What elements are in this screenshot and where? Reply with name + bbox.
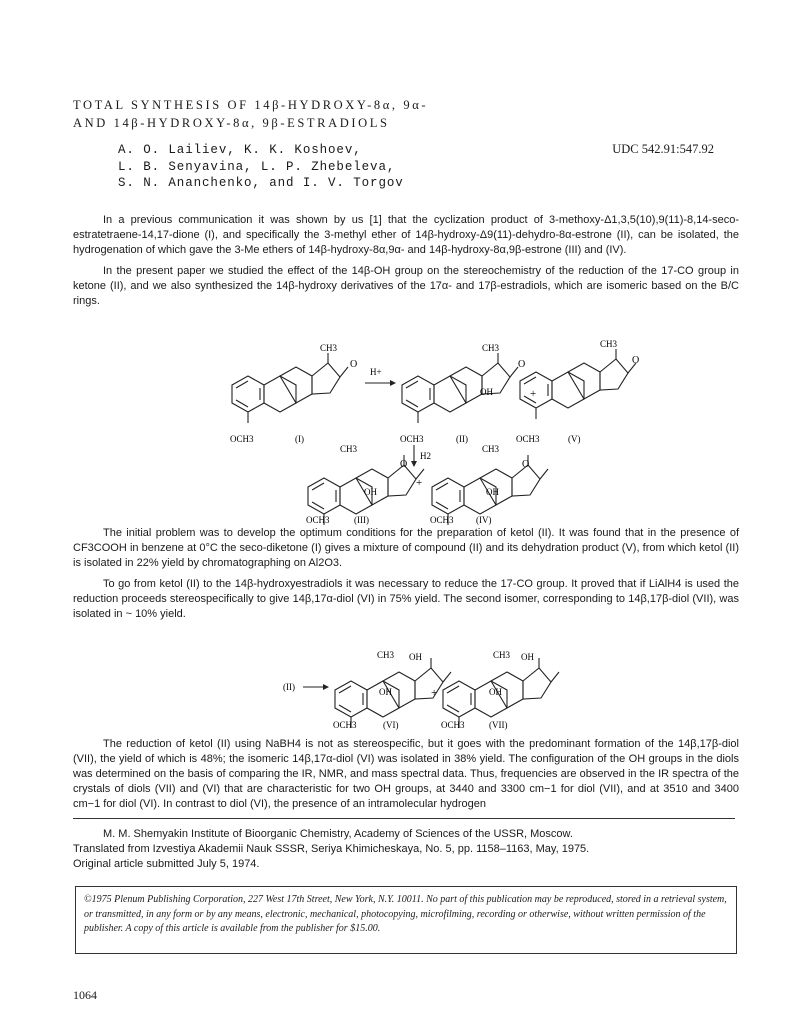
- plus-sign: +: [431, 687, 438, 699]
- och3-label: OCH3: [516, 434, 540, 444]
- paragraph-1: In a previous communication it was shown by us [1] that the cyclization product of 3-methoxy-Δ1,3,5(10),9(11)-8,14-seco-estratetraene-14,17-dione (I), and specifically the 3-methyl ether of 14β-hydroxy-Δ9(11)-dehydro-8α-estrone (II), can be isolated, the hydrogenation of which gave the 3-Me ethers of 14β-hydroxy-8α,9α- and 14β-hydroxy-8α,9β-estrone (III) and (IV).: [73, 214, 739, 256]
- affiliation-note: [73, 827, 737, 872]
- compound-label: (I): [295, 434, 304, 444]
- compound-II-structure: [402, 353, 518, 423]
- udc-code: UDC 542.91:547.92: [612, 142, 714, 156]
- och3-label: OCH3: [230, 434, 254, 444]
- affiliation-line: M. M. Shemyakin Institute of Bioorganic Chemistry, Academy of Sciences of the USSR, Moscow.: [103, 828, 573, 840]
- page-number: 1064: [73, 988, 97, 1002]
- hydroxyl-label: OH: [480, 387, 493, 397]
- ch3-label: CH3: [482, 343, 500, 353]
- article-title-line-2: AND 14β-HYDROXY-8α, 9β-ESTRADIOLS: [73, 116, 390, 130]
- reaction-scheme-1: [220, 339, 640, 525]
- body-paragraphs-middle: [73, 526, 739, 622]
- ch3-label: CH3: [320, 343, 338, 353]
- hydroxyl-label: OH: [489, 687, 502, 697]
- compound-label: (III): [354, 515, 369, 525]
- ch3-label: CH3: [340, 444, 358, 454]
- ch3-label: CH3: [493, 650, 511, 660]
- compound-V-structure: [520, 349, 636, 419]
- start-compound-label: (II): [283, 682, 295, 692]
- ch3-label: CH3: [377, 650, 395, 660]
- ketone-o-label: O: [400, 459, 408, 470]
- translation-source-line: Translated from Izvestiya Akademii Nauk SSSR, Seriya Khimicheskaya, No. 5, pp. 1158–1163, May, 1975.: [73, 843, 590, 855]
- hydroxyl-label: OH: [409, 652, 422, 662]
- reagent-h2: H2: [420, 451, 431, 461]
- compound-label: (IV): [476, 515, 492, 525]
- ch3-label: CH3: [482, 444, 500, 454]
- plus-sign: +: [416, 477, 423, 489]
- plus-sign: +: [530, 388, 537, 400]
- hydroxyl-label: OH: [379, 687, 392, 697]
- paragraph-4: To go from ketol (II) to the 14β-hydroxyestradiols it was necessary to reduce the 17-CO group. It proved that if LiAlH4 is used the reduction proceeds stereospecifically to give 14β,17α-diol (VI) in 75% yield. The second isomer, corresponding to 14β,17β-diol (VII), was isolated in ~ 10% yield.: [73, 578, 739, 620]
- submission-date-line: Original article submitted July 5, 1974.: [73, 858, 260, 870]
- paragraph-3: The initial problem was to develop the optimum conditions for the preparation of ketol (II). It was found that in the presence of CF3COOH in benzene at 0°C the seco-diketone (I) gives a mixture of compound (II) and its dehydration product (V), from which ketol (II) is isolated in 22% yield by chromatographing on Al2O3.: [73, 527, 739, 569]
- arrow-head: [411, 461, 417, 467]
- och3-label: OCH3: [430, 515, 454, 525]
- compound-label: (VII): [489, 720, 508, 730]
- ketone-o-label: O: [518, 359, 526, 370]
- author-line: S. N. Ananchenko, and I. V. Torgov: [118, 176, 404, 190]
- och3-label: OCH3: [333, 720, 357, 730]
- ketone-o-label: O: [632, 355, 640, 366]
- compound-I-structure: [232, 353, 348, 423]
- footnote-divider: [73, 818, 735, 819]
- compound-label: (V): [568, 434, 581, 444]
- intro-paragraphs: [73, 213, 739, 309]
- paragraph-5: The reduction of ketol (II) using NaBH4 is not as stereospecific, but it goes with the predominant formation of the 14β,17β-diol (VII), the yield of which is 48%; the isomeric 14β,17α-diol (VI) was isolated in 38% yield. The configuration of the OH groups in the diols was determined on the basis of comparing the IR, NMR, and mass spectral data. Thus, frequencies are observed in the IR spectra of the crystals of diols (VII) and (VI) that are characteristic for two OH groups, at 3440 and 3300 cm−1 for diol (VII), and at 3510 and 3400 cm−1 for diol (VI). In contrast to diol (VI), the presence of an intramolecular hydrogen: [73, 738, 739, 810]
- ch3-label: CH3: [600, 339, 618, 349]
- hydroxyl-label: OH: [521, 652, 534, 662]
- compound-label: (VI): [383, 720, 399, 730]
- ketone-o-label: O: [522, 459, 530, 470]
- reagent-h-plus: H+: [370, 367, 382, 377]
- och3-label: OCH3: [441, 720, 465, 730]
- och3-label: OCH3: [306, 515, 330, 525]
- ketone-o-label: O: [350, 359, 358, 370]
- copyright-text: ©1975 Plenum Publishing Corporation, 227 West 17th Street, New York, N.Y. 10011. No part of this publication may be reproduced, stored in a retrieval system, or transmitted, in any form or by any means, electronic, mechanical, photocopying, microfilming, recording or otherwise, without written permission of the publisher. A copy of this article is available from the publisher for $15.00.: [84, 894, 727, 934]
- paragraph-2: In the present paper we studied the effect of the 14β-OH group on the stereochemistry of the reduction of the 17-CO group in ketone (II), and we also synthesized the 14β-hydroxy derivatives of the 17α- and 17β-estradiols, which are isomeric based on the B/C rings.: [73, 265, 739, 307]
- arrow-head: [323, 684, 329, 690]
- author-line: L. B. Senyavina, L. P. Zhebeleva,: [118, 159, 396, 174]
- reaction-scheme-2: [283, 650, 573, 730]
- hydroxyl-label: OH: [364, 487, 377, 497]
- hydroxyl-label: OH: [486, 487, 499, 497]
- body-paragraphs-lower: [73, 737, 739, 812]
- author-list: [118, 142, 404, 192]
- arrow-head: [390, 380, 396, 386]
- och3-label: OCH3: [400, 434, 424, 444]
- copyright-notice-box: [75, 886, 737, 954]
- article-title-line-1: TOTAL SYNTHESIS OF 14β-HYDROXY-8α, 9α-: [73, 98, 429, 112]
- author-line: A. O. Lailiev, K. K. Koshoev,: [118, 143, 362, 157]
- compound-label: (II): [456, 434, 468, 444]
